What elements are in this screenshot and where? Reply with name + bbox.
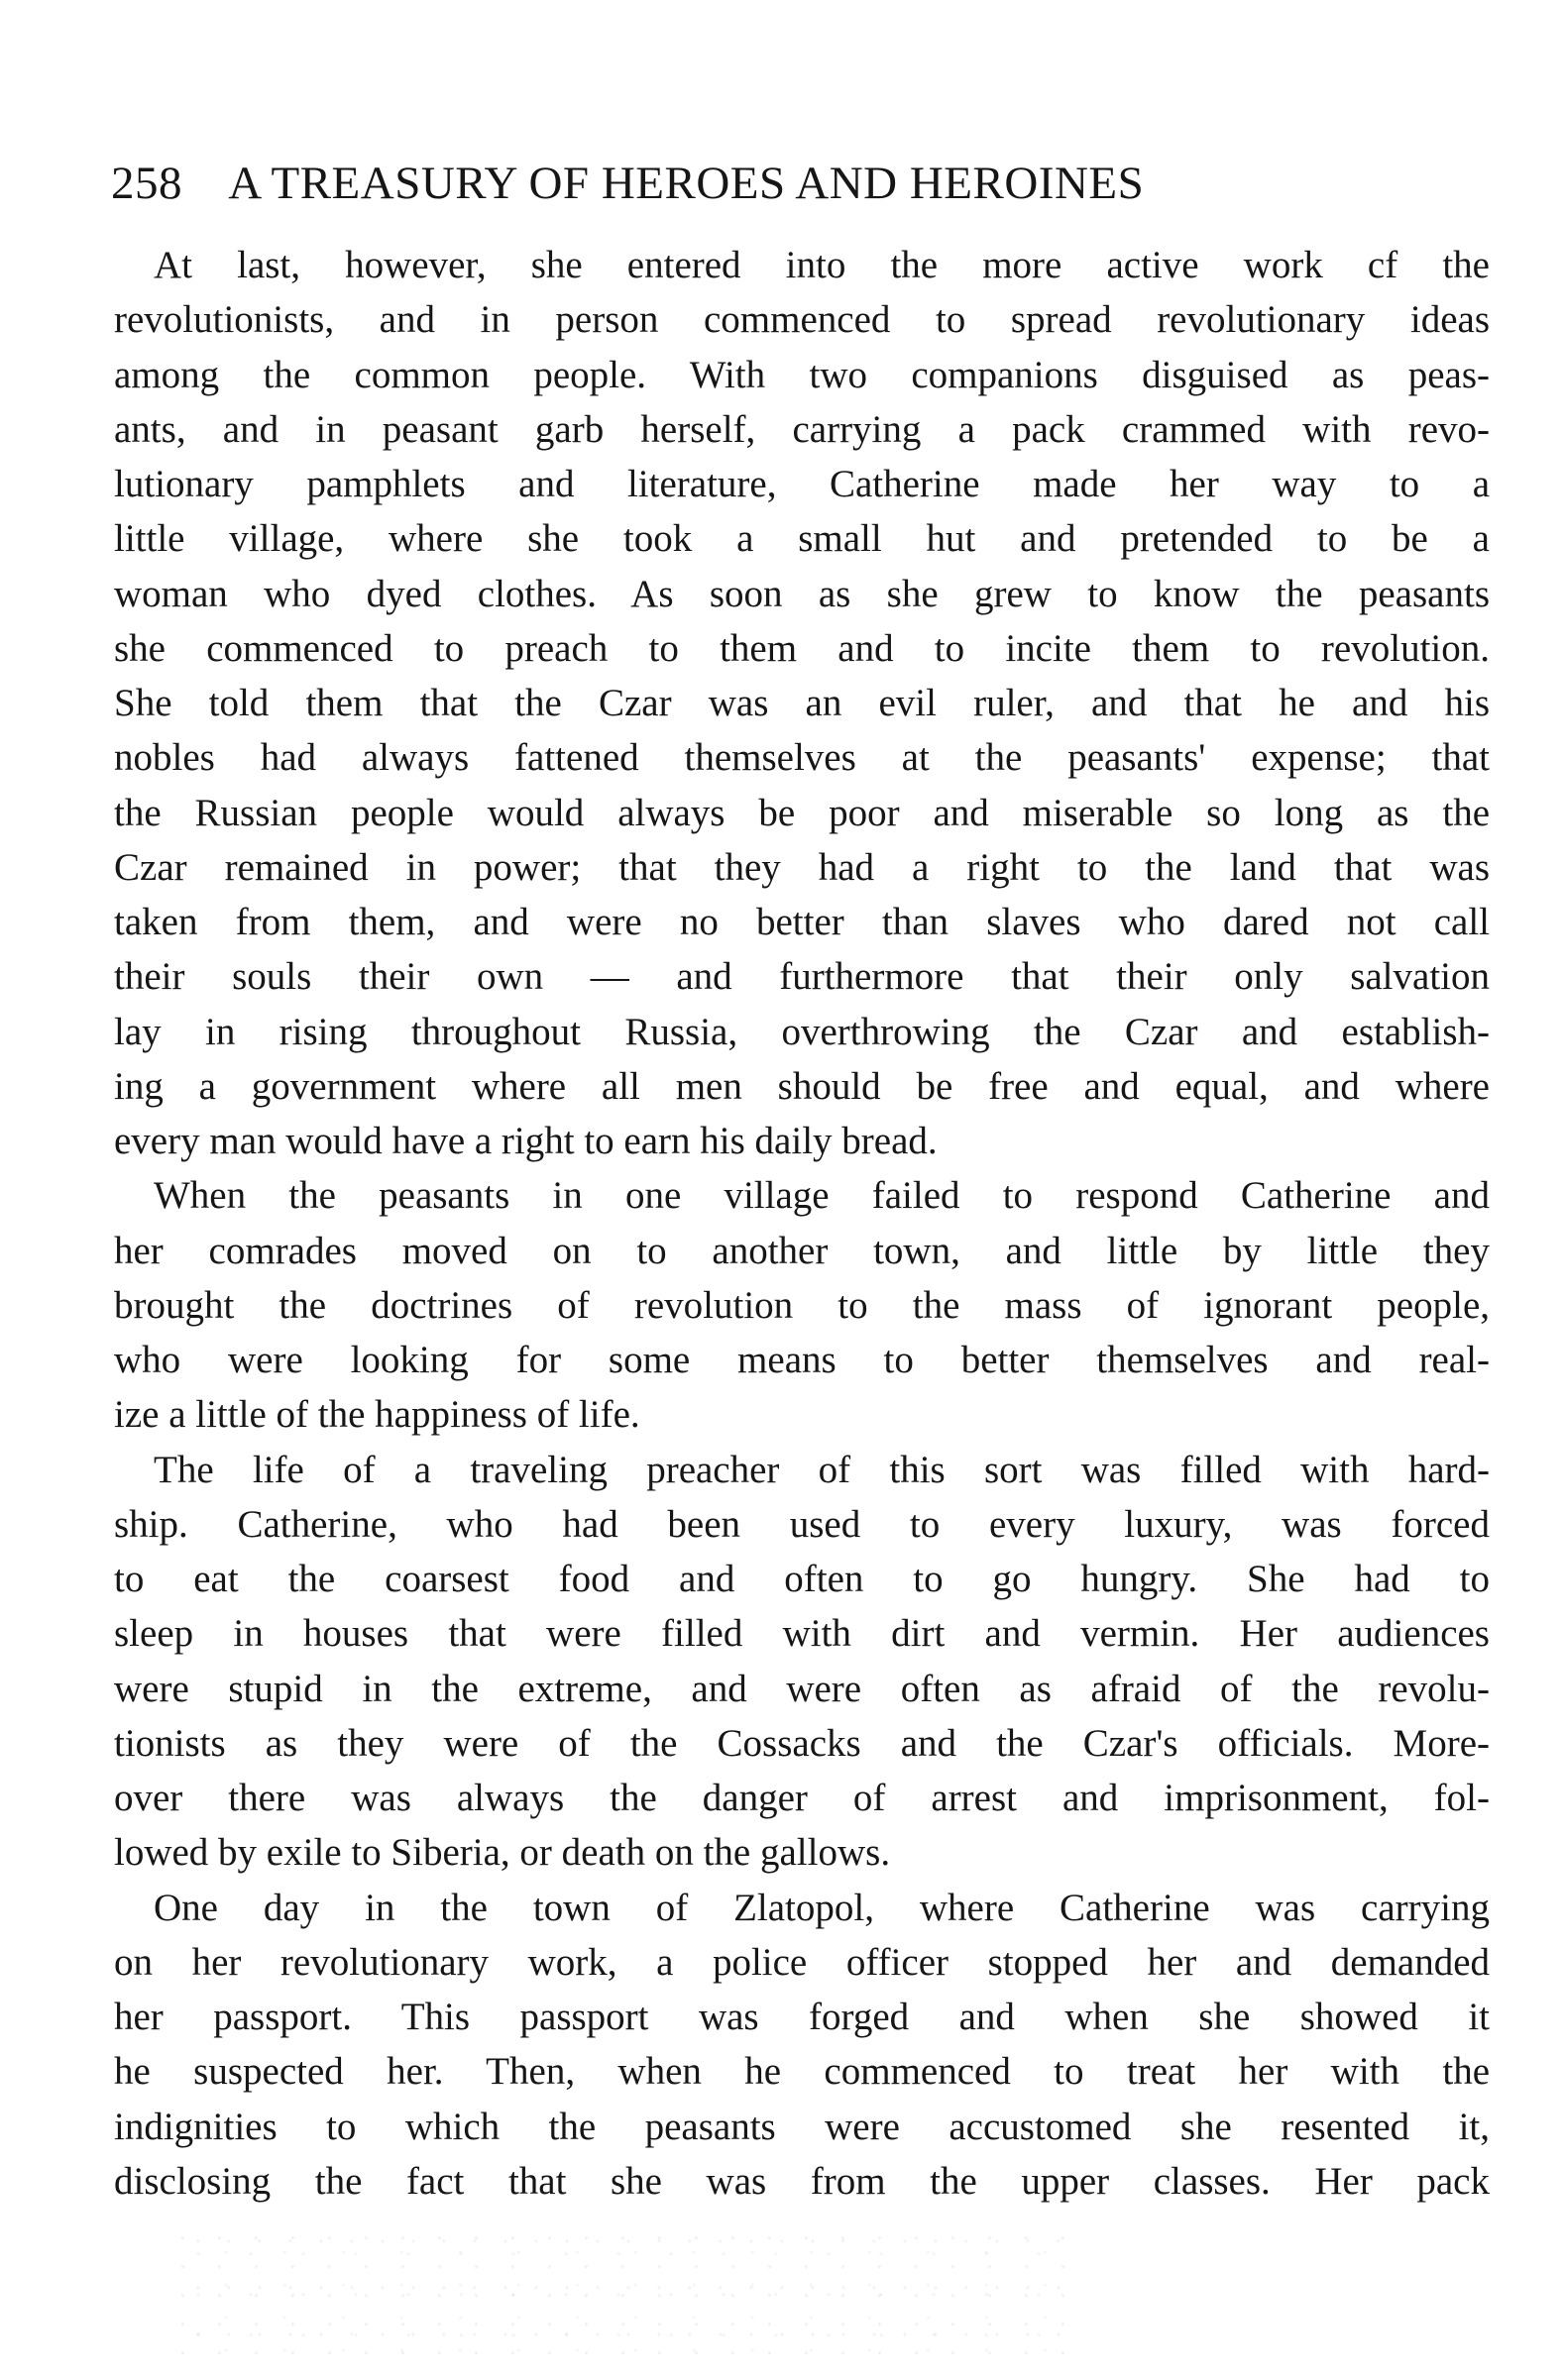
text-line: tionists as they were of the Cossacks and the Czar's officials. More- bbox=[114, 1721, 1490, 1765]
text-line: nobles had always fattened themselves at the peasants' expense; that bbox=[114, 736, 1490, 780]
text-line: who were looking for some means to better themselves and real- bbox=[114, 1339, 1490, 1381]
text-line: ing a government where all men should be free and equal, and where bbox=[114, 1064, 1490, 1108]
text-line: he suspected her. Then, when he commenced to treat her with the bbox=[114, 2050, 1490, 2094]
text-line: lutionary pamphlets and literature, Catherine made her way to a bbox=[114, 463, 1490, 505]
page-header bbox=[111, 149, 1499, 218]
text-line: the Russian people would always be poor and miserable so long as the bbox=[114, 791, 1490, 834]
text-line: little village, where she took a small hut and pretended to be a bbox=[114, 517, 1490, 561]
text-line: lay in rising throughout Russia, overthrowing the Czar and establish- bbox=[114, 1010, 1490, 1053]
text-line: At last, however, she entered into the more active work cf the bbox=[154, 244, 1490, 286]
body-text bbox=[114, 238, 1490, 2209]
text-line: among the common people. With two companions disguised as peas- bbox=[114, 353, 1490, 396]
text-line: were stupid in the extreme, and were often as afraid of the revolu- bbox=[114, 1667, 1490, 1710]
text-line: brought the doctrines of revolution to the mass of ignorant people, bbox=[114, 1283, 1490, 1327]
text-line: her comrades moved on to another town, and little by little they bbox=[114, 1229, 1490, 1272]
running-title: A TREASURY OF HEROES AND HEROINES bbox=[228, 158, 1145, 209]
paper-speckle bbox=[178, 2229, 1070, 2368]
text-line: revolutionists, and in person commenced to spread revolutionary ideas bbox=[114, 298, 1490, 342]
text-line: ize a little of the happiness of life. bbox=[114, 1393, 640, 1437]
text-line: their souls their own — and furthermore that their only salvation bbox=[114, 955, 1490, 999]
text-line: she commenced to preach to them and to incite them to revolution. bbox=[114, 626, 1490, 670]
text-line: every man would have a right to earn his daily bread. bbox=[114, 1120, 938, 1162]
text-line: woman who dyed clothes. As soon as she grew to know the peasants bbox=[114, 572, 1490, 615]
text-line: Czar remained in power; that they had a right to the land that was bbox=[114, 845, 1490, 889]
text-line: ants, and in peasant garb herself, carrying a pack crammed with revo- bbox=[114, 407, 1490, 451]
text-line: lowed by exile to Siberia, or death on the gallows. bbox=[114, 1831, 891, 1875]
text-line: sleep in houses that were filled with dirt and vermin. Her audiences bbox=[114, 1612, 1490, 1656]
text-line: The life of a traveling preacher of this sort was filled with hard- bbox=[154, 1448, 1490, 1491]
page-number: 258 bbox=[111, 158, 182, 209]
text-line: disclosing the fact that she was from the upper classes. Her pack bbox=[114, 2159, 1490, 2203]
text-line: One day in the town of Zlatopol, where Catherine was carrying bbox=[154, 1886, 1490, 1929]
text-line: over there was always the danger of arrest and imprisonment, fol- bbox=[114, 1777, 1490, 1819]
text-line: She told them that the Czar was an evil ruler, and that he and his bbox=[114, 682, 1490, 724]
text-line: ship. Catherine, who had been used to every luxury, was forced bbox=[114, 1502, 1490, 1546]
text-line: her passport. This passport was forged and when she showed it bbox=[114, 1996, 1490, 2038]
text-line: to eat the coarsest food and often to go hungry. She had to bbox=[114, 1558, 1490, 1600]
text-line: taken from them, and were no better than slaves who dared not call bbox=[114, 901, 1490, 943]
text-line: When the peasants in one village failed to respond Catherine and bbox=[154, 1174, 1490, 1218]
text-line: on her revolutionary work, a police officer stopped her and demanded bbox=[114, 1940, 1490, 1984]
text-line: indignities to which the peasants were accustomed she resented it, bbox=[114, 2105, 1490, 2148]
